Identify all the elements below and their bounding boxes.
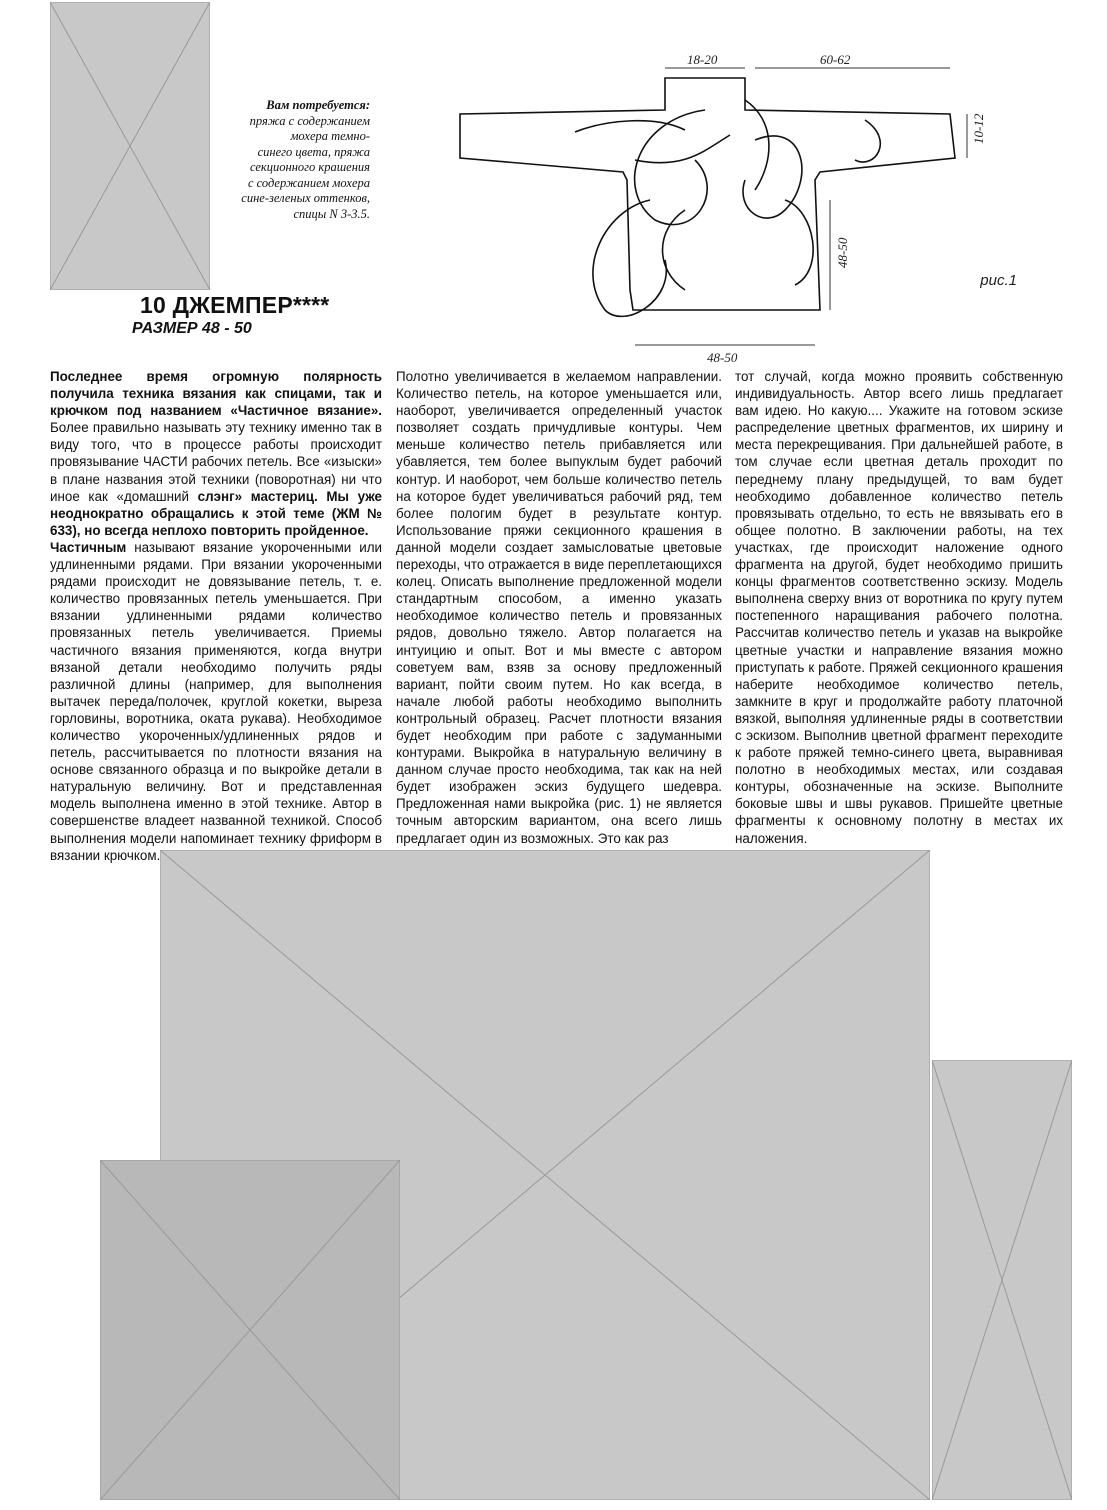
size-label: РАЗМЕР 48 - 50 — [132, 320, 252, 337]
model-photo-top — [50, 2, 210, 290]
col1-term: Частичным — [50, 539, 127, 555]
col1-intro: Более правильно называть эту технику именно так в виду того, что в процессе работы происходит провязывание ЧАСТИ рабочих петель. Все «изыски» в плане названия этой техники (поворотная) ни что иное как «домашний — [50, 420, 382, 504]
col1-body: называют вязание укороченными или удлиненными рядами. При вязании укороченными рядами происходит не довязывание петель, т. е. количество провязанных петель уменьшается. При вязании удлиненными рядами количество провязанных петель увеличивается. Приемы частичного вязания применяются, когда внутри вязаной детали необходимо получить ряды различной длины (например, для выполнения вытачек переда/полочек, круглой кокетки, выреза горловины, воротника, оката рукава). Необходимое количество укороченных/удлиненных рядов и петель, рассчитывается по плотности вязания на основе связанного образца и по выкройке детали в натуральную величину. Вот и представленная модель выполнена именно в этой технике. Автор в совершенстве владеет названной техникой. Способ выполнения модели напоминает технику фриформ в вязании крючком. — [50, 539, 382, 863]
text-column-3 — [735, 368, 1063, 847]
dim-sleeve: 60-62 — [820, 52, 851, 67]
figure-caption: рис.1 — [980, 272, 1017, 289]
requirements-line: пряжа с содержанием — [249, 113, 370, 128]
col3-body: тот случай, когда можно проявить собственную индивидуальность. Автор всего лишь предлагает вам идею. Но какую.... Укажите на готовом эскизе распределение цветных фрагментов, их ширину и места перекрещивания. При дальнейшей работе, в том случае если цветная деталь проходит по переднему плану предыдущей, то вам будет необходимо добавленное количество петель провязывать отдельно, то есть не ввязывать его в общее полотно. В заключении работы, на тех участках, где происходит наложение одного фрагмента на другой, будет необходимо пришить концы фрагментов соответственно эскизу. Модель выполнена сверху вниз от воротника по кругу путем постепенного наращивания рабочего полотна. Рассчитав количество петель и указав на выкройке цветные участки и направление вязания можно приступать к работе. Пряжей секционного крашения наберите необходимое количество петель, замкните в круг и продолжайте работу платочной вязкой, выполняя удлиненные ряды в соответствии с эскизом. Выполнив цветной фрагмент переходите к работе пряжей темно-синего цвета, выравнивая полотно в необходимых местах, или создавая контуры, обозначенные на эскизе. Выполните боковые швы и швы рукавов. Пришейте цветные фрагменты к основному полотну в местах их наложения. — [735, 369, 1063, 846]
requirements-heading: Вам потребуется: — [266, 98, 370, 112]
dim-width: 48-50 — [707, 350, 738, 365]
dim-neck: 18-20 — [687, 52, 718, 67]
model-photo-back — [932, 1060, 1072, 1500]
col1-intro-bold: Последнее время огромную полярность получила техника вязания как спицами, так и крючком под названием «Частичное вязание». — [50, 369, 382, 419]
col1-intro-bold-2: слэнг» мастериц. Мы уже неоднократно обращались к этой теме (ЖМ № 633), но всегда неплохо повторить пройденное. — [50, 488, 382, 538]
dim-height: 48-50 — [835, 237, 850, 268]
pattern-diagram — [455, 40, 1015, 370]
sweater-photo-small — [100, 1160, 400, 1500]
requirements-line: с содержанием мохера — [247, 175, 370, 190]
requirements-line: мохера темно- — [290, 129, 370, 143]
article-title: 10 ДЖЕМПЕР**** — [140, 292, 330, 318]
requirements-line: секционного крашения — [249, 160, 370, 174]
text-column-1 — [50, 368, 382, 864]
col2-body: Полотно увеличивается в желаемом направлении. Количество петель, на которое уменьшается или, наоборот, увеличивается определенный участок позволяет создать причудливые контуры. Чем меньше количество петель прибавляется или убавляется, тем более выпуклым будет рабочий контур. И наоборот, чем больше количество петель на которое будет увеличиваться рабочий ряд, тем более пологим будет в результате контур. Использование пряжи секционного крашения в данной модели создает замысловатые цветовые переходы, что отражается в виде переплетающихся колец. Описать выполнение предложенной модели стандартным способом, а именно указать необходимое количество петель и провязанных рядов, довольно тяжело. Автор полагается на интуицию и опыт. Вот и мы вместе с автором советуем вам, взяв за основу предложенный вариант, пойти своим путем. Но как всегда, в начале любой работы необходимо выполнить контрольный образец. Расчет плотности вязания будет необходим при работе с задуманными контурами. Выкройка в натуральную величину в данном случае просто необходима, так как на ней будет изображен эскиз будущего шедевра. Предложенная нами выкройка (рис. 1) не является точным авторским вариантом, она всего лишь предлагает один из возможных. Это как раз — [396, 369, 722, 846]
requirements-line: спицы N 3-3.5. — [293, 206, 370, 221]
dim-cuff: 10-12 — [971, 113, 986, 144]
requirements-block — [210, 98, 370, 222]
requirements-line: сине-зеленых оттенков, — [241, 191, 370, 205]
requirements-line: синего цвета, пряжа — [257, 144, 370, 159]
text-column-2 — [396, 368, 722, 847]
